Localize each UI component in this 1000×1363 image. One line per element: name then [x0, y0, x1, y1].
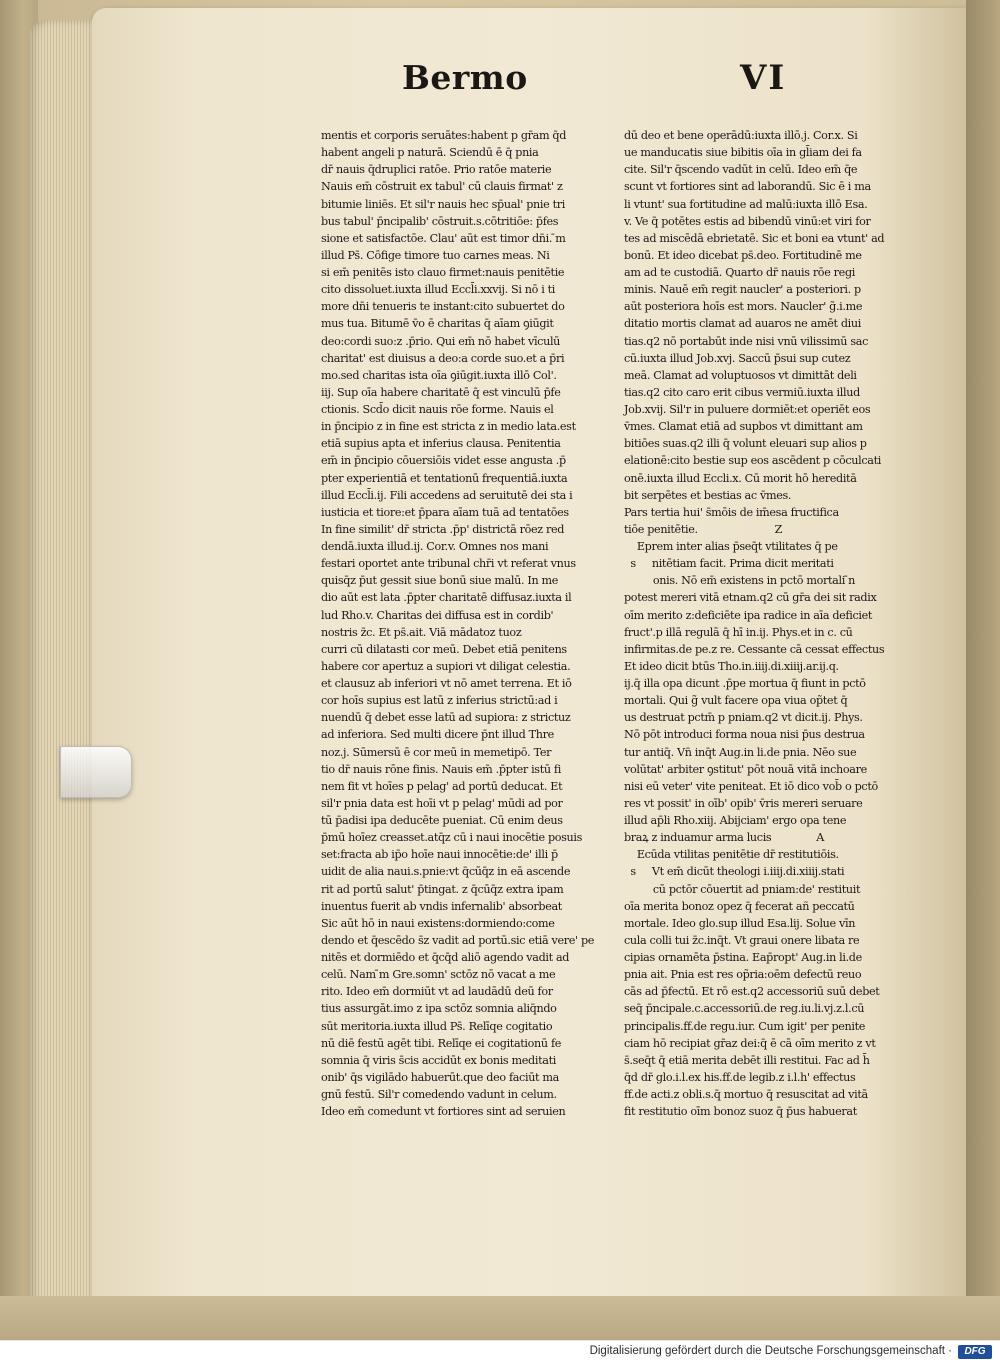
- text-line: inuentus fuerit ab vndis infernalib' absorbeat: [321, 899, 562, 913]
- text-line: noz.j. Sūmersū ē cor meū in memetipō. Ter: [321, 745, 552, 759]
- text-line: tiōe penitētie. Z: [624, 522, 783, 536]
- text-line: curri cū dilatasti cor meū. Debet etiā penitens: [321, 642, 567, 656]
- text-line: nū diē festū agēt tibi. Relīqe ei cogitationū fe: [321, 1036, 562, 1050]
- text-line: Nō pōt introduci forma noua nisi p̄us destrua: [624, 728, 865, 742]
- book-binding-bottom: [0, 1296, 1000, 1340]
- text-line: Ideo em̄ comedunt vt fortiores sint ad seruien: [321, 1105, 566, 1119]
- text-line: tio dr̄ nauis rōne finis. Nauis em̄ .p̄pter istū fi: [321, 762, 561, 776]
- text-line: illud Ps̄. Cōfige timore tuo carnes meas. Ni: [321, 248, 550, 262]
- text-line: charitat' est diuisus a deo:a corde suo.et a p̄ri: [321, 351, 565, 365]
- text-line: rito. Ideo em̄ dormiūt vt ad laudādū deū for: [321, 985, 553, 999]
- text-line: Job.xvij. Sil'r in puluere dormiēt:et operiēt eos: [624, 403, 871, 416]
- text-line: ad inferiora. Sed multi dicere p̄nt illud Thre: [321, 728, 554, 742]
- text-line: festari oportet ante tribunal chr̄i vt referat vnus: [321, 557, 576, 571]
- text-line: tur antiq̄. Vn̄ inq̄t Aug.in li.de pnia. Nēo sue: [624, 745, 857, 759]
- text-line: Sic aūt hō in naui existens:dormiendo:come: [321, 916, 555, 930]
- text-line: onē.iuxta illud Eccli.x. Cū morit hō hereditā: [624, 471, 857, 485]
- text-line: nostris z̄c. Et ps̄.ait. Viā mādatoz tuoz: [321, 625, 522, 639]
- text-line: pnia ait. Pnia est res op̃ria:oēm defectū reuo: [624, 968, 862, 982]
- page-clip: [60, 746, 132, 798]
- text-line: s nitētiam facit. Prima dicit meritati: [624, 557, 834, 571]
- text-line: quisq̄z p̄ut gessit siue bonū siue malū. In me: [321, 574, 559, 588]
- text-line: Pars tertia hui' s̄mōis de im̄esa fructifica: [624, 505, 839, 519]
- text-line: bit serpētes et bestias ac v̄mes.: [624, 488, 792, 502]
- text-line: Nauis em̄ cōstruit ex tabul' cū clauis firmat' z: [321, 180, 563, 194]
- text-line: minis. Nauē em̄ regit naucler' a posteriori. p: [624, 283, 861, 297]
- text-line: bus tabul' p̄ncipalib' cōstruit.s.cōtritiōe: p̄fes: [321, 214, 559, 228]
- text-line: ditatio mortis clamat ad auaros ne amēt diui: [624, 317, 861, 331]
- text-line: meā. Clamat ad voluptuosos vt dimittāt deli: [624, 368, 857, 382]
- text-line: cula colli tui z̄c.inq̄t. Vt graui onere libata re: [624, 933, 860, 947]
- text-line: tias.q2 cito caro erit cibus vermiū.iuxta illud: [624, 385, 860, 399]
- text-line: principalis.ff.de regu.iur. Cum igit' per penite: [624, 1019, 866, 1033]
- text-line: q̄d dr̄ glo.i.l.ex his.ff.de legib.z i.l.h' effectus: [624, 1070, 856, 1084]
- footer-credit: Digitalisierung gefördert durch die Deutsche Forschungsgemeinschaft ·: [589, 1345, 952, 1357]
- text-line: illud Eccl̄i.ij. Fili accedens ad seruitutē dei sta i: [321, 488, 573, 502]
- text-line: res vt possit' in oīb' opib' v̄ris mereri seruare: [624, 796, 863, 810]
- text-line: gnū festū. Sil'r comedendo vadunt in celum.: [321, 1088, 557, 1101]
- text-line: fit restitutio oīm bonoz suoz q̄ p̄us habuerat: [624, 1105, 857, 1119]
- text-line: dr̄ nauis q̄druplici ratōe. Prio ratōe materie: [321, 163, 552, 177]
- text-line: cite. Sil'r q̄scendo vadūt in celū. Ideo em̄ q̄e: [624, 163, 858, 177]
- text-line: deo:cordi suo:z .p̄rio. Qui em̄ nō habet vīculū: [321, 334, 561, 348]
- text-line: nem fit vt hoīes p pelag' ad portū deducat. Et: [321, 779, 563, 793]
- text-line: dendo et q̄escēdo s̄z vadit ad portū.sic etiā vere' pe: [321, 933, 595, 947]
- running-header-right: VI: [740, 58, 787, 98]
- text-line: bitiōes suas.q2 illi q̄ volunt eleuari sup alios p: [624, 437, 867, 451]
- text-line: ue manducatis siue bibitis oīa in gl̄iam dei fa: [624, 146, 862, 160]
- text-line: In fine similit' dr̄ stricta .p̄p' districtā rōez red: [321, 522, 565, 536]
- text-line: bitumie liniēs. Et sil'r nauis hec sp̄ual' pnie tri: [321, 197, 565, 211]
- text-line: cor hoīs supius est latū z inferius strictū:ad i: [321, 694, 558, 708]
- text-line: nisi eū veter' vite peniteat. Et iō dico vob̄ o pctō: [624, 779, 878, 793]
- text-line: pter experientiā et tentationū frequentiā.iuxta: [321, 471, 568, 485]
- text-line: elationē:cito bestie sup eos ascēdent p cōculcati: [624, 454, 881, 468]
- text-line: v̄mes. Clamat etiā ad supbos vt dimittant am: [624, 420, 863, 434]
- text-line: volūtat' arbiter ꝯstitut' pōt nouā vitā inchoare: [624, 762, 867, 776]
- text-line: oīa merita bonoz opez q̄ fecerat añ peccatū: [624, 899, 855, 913]
- text-line: tū p̄adisi ipa deducēte pueniat. Cū enim deus: [321, 814, 563, 827]
- text-line: infirmitas.de pe.z re. Cessante cā cessat effectus: [624, 642, 885, 656]
- text-line: in p̄ncipio z in fine est stricta z in medio lata.est: [321, 420, 576, 434]
- text-line: li vtunt' sua fortitudine ad malū:iuxta illō Esa.: [624, 197, 868, 211]
- text-column-left: [321, 127, 606, 1120]
- text-line: habent angeli p naturā. Sciendū ē q̄ pnia: [321, 146, 539, 160]
- text-line: celū. Nam ̄m Gre.somn' sctōz nō vacat a me: [321, 968, 556, 982]
- text-line: sūt meritoria.iuxta illud Ps̄. Relīqe cogitatio: [321, 1019, 553, 1033]
- text-line: sione et satisfactōe. Clau' aūt est timor dn̄i. ̄m: [321, 231, 566, 245]
- text-line: tias.q2 nō portabūt inde nisi vnū vilissimū sac: [624, 334, 868, 348]
- text-line: cū pctōr cōuertit ad pniam:de' restituit: [624, 882, 861, 896]
- text-line: somnia q̄ viris s̄cis accidūt ex bonis meditati: [321, 1053, 556, 1067]
- text-line: fruct'.p illā regulā q̄ hī in.ij. Phys.et in c. cū: [624, 625, 853, 639]
- text-line: onis. Nō em̄ existens in pctō mortali ̄n: [624, 574, 855, 588]
- text-line: iusticia et tiore:et p̄para aīam tuā ad tentatōes: [321, 505, 569, 519]
- text-line: ciam hō recipiat gr̄az dei:q̄ ē cā oīm merito z vt: [624, 1036, 876, 1050]
- text-line: nitēs et dormiēdo et q̄cq̄d aliō agendo vadit ad: [321, 951, 570, 964]
- text-line: mo.sed charitas ista oīa ꝯiūgit.iuxta illō Col'.: [321, 368, 557, 382]
- text-line: scunt vt fortiores sint ad laborandū. Sic ē i ma: [624, 180, 871, 194]
- text-line: tius assurgāt.imo z ipa sctōz somnia aliq̄ndo: [321, 1002, 557, 1016]
- text-line: set:fracta ab ip̄o hoīe naui innocētie:de' illi p̄: [321, 848, 558, 862]
- text-line: v. Ve q̄ potētes estis ad bibendū vinū:et viri for: [624, 214, 871, 228]
- text-line: cū.iuxta illud Job.xvj. Saccū p̄sui sup cutez: [624, 351, 851, 365]
- text-line: lud Rho.v. Charitas dei diffusa est in cordib': [321, 608, 554, 622]
- text-line: ctionis. Scd̄o dicit nauis rōe forme. Nauis el: [321, 403, 554, 416]
- footer-bar: [0, 1340, 1000, 1363]
- text-line: am ad te custodiā. Quarto dr̄ nauis rōe regi: [624, 266, 855, 279]
- text-line: mentis et corporis seruātes:habent p gr̄am q̄d: [321, 129, 567, 142]
- text-line: s Vt em̄ dicūt theologi i.iiij.di.xiiij.stati: [624, 865, 845, 879]
- text-line: dū deo et bene operādū:iuxta illō.j. Cor.x. Si: [624, 129, 858, 142]
- text-line: Eprem inter alias p̄seq̄t vtilitates q̄ pe: [624, 540, 838, 553]
- text-line: et clausuz ab inferiori vt nō amet terrena. Et iō: [321, 677, 572, 690]
- text-line: cipias ornamēta p̄stina. Eap̄ropt' Aug.in li.de: [624, 951, 862, 964]
- text-line: cito dissoluet.iuxta illud Eccl̄i.xxvij. Si nō i ti: [321, 283, 556, 297]
- text-line: bonū. Et ideo dicebat ps̄.deo. Fortitudinē me: [624, 248, 862, 262]
- text-line: aūt posteriora hoīs est mors. Naucler' g̃.i.me: [624, 300, 863, 314]
- text-line: mortali. Qui g̃ vult facere opa viua op̃tet q̄: [624, 694, 848, 708]
- text-line: cās ad p̄fectū. Et rō est.q2 accessoriū suū debet: [624, 985, 880, 999]
- text-line: sil'r pnia data est hoīi vt p pelag' mūdi ad por: [321, 796, 563, 810]
- text-line: more dn̄i tenueris te instant:cito subuertet do: [321, 300, 565, 314]
- text-line: tes ad miscēdā ebrietatē. Sic et boni ea vtunt' ad: [624, 231, 885, 245]
- text-line: us destruat pctm̄ p pniam.q2 vt dicit.ij. Phys.: [624, 711, 863, 725]
- text-line: iij. Sup oīa habere charitatē q̄ est vinculū p̄fe: [321, 385, 561, 399]
- text-line: ff.de acti.z obli.s.q̄ mortuo q̄ resuscitat ad vitā: [624, 1088, 868, 1101]
- text-line: p̄mū hoīez creasset.atq̄z cū i naui inocētie posuis: [321, 831, 583, 845]
- text-line: onib' q̄s vigilādo habuerūt.que deo faciūt ma: [321, 1070, 559, 1084]
- text-line: habere cor apertuz a supiori vt diligat celestia.: [321, 659, 571, 673]
- text-line: oīm merito z:deficiēte ipa radice in aīa deficiet: [624, 608, 873, 622]
- text-line: Ecūda vtilitas penitētie dr̄ restitutiōis.: [624, 848, 839, 862]
- book-cover-right: [966, 0, 1000, 1340]
- text-column-right: [624, 127, 916, 1120]
- text-line: seq̄ p̄ncipale.c.accessoriū.de reg.iu.li.vj.z.l.cū: [624, 1002, 865, 1016]
- text-line: dendā.iuxta illud.ij. Cor.v. Omnes nos mani: [321, 540, 549, 553]
- text-line: mortale. Ideo glo.sup illud Esa.lij. Solue vīn: [624, 916, 856, 930]
- text-line: nuendū q̄ debet esse latū ad supiora: z strictuz: [321, 711, 571, 725]
- text-line: em̄ in p̄ncipio cōuersiōis videt esse angusta .p̄: [321, 454, 566, 468]
- text-line: etiā supius apta et inferius clausa. Penitentia: [321, 437, 561, 451]
- text-line: potest mereri vitā etnam.q2 cū gr̄a dei sit radix: [624, 591, 877, 605]
- text-line: uidit de alia naui.s.pnie:vt q̄cūq̄z in eā ascende: [321, 865, 571, 879]
- text-line: rit ad portū salut' p̄tingat. z q̄cūq̄z extra ipam: [321, 882, 564, 896]
- text-line: dio aūt est lata .p̄pter charitatē diffusaz.iuxta il: [321, 591, 572, 605]
- text-line: braꝝ z induamur arma lucis A: [624, 831, 824, 845]
- text-line: ij.q̄ illa opa dicunt .p̄pe mortua q̄ fiunt in pctō: [624, 677, 866, 690]
- text-line: s̄.seq̄t q̄ etiā merita debēt illi restitui. Fac ad h̄: [624, 1053, 870, 1067]
- text-line: Et ideo dicit btūs Tho.in.iiij.di.xiiij.ar.ij.q.: [624, 659, 839, 673]
- running-header-left: Bermo: [402, 58, 528, 97]
- text-line: si em̄ penitēs isto clauo firmet:nauis penitētie: [321, 266, 565, 279]
- dfg-logo: DFG: [958, 1345, 992, 1359]
- text-line: mus tua. Bitumē v̄o ē charitas q̄ aīam ꝯiūgit: [321, 317, 554, 331]
- text-line: illud ap̄li Rho.xiij. Abijciam' ergo opa tene: [624, 814, 847, 827]
